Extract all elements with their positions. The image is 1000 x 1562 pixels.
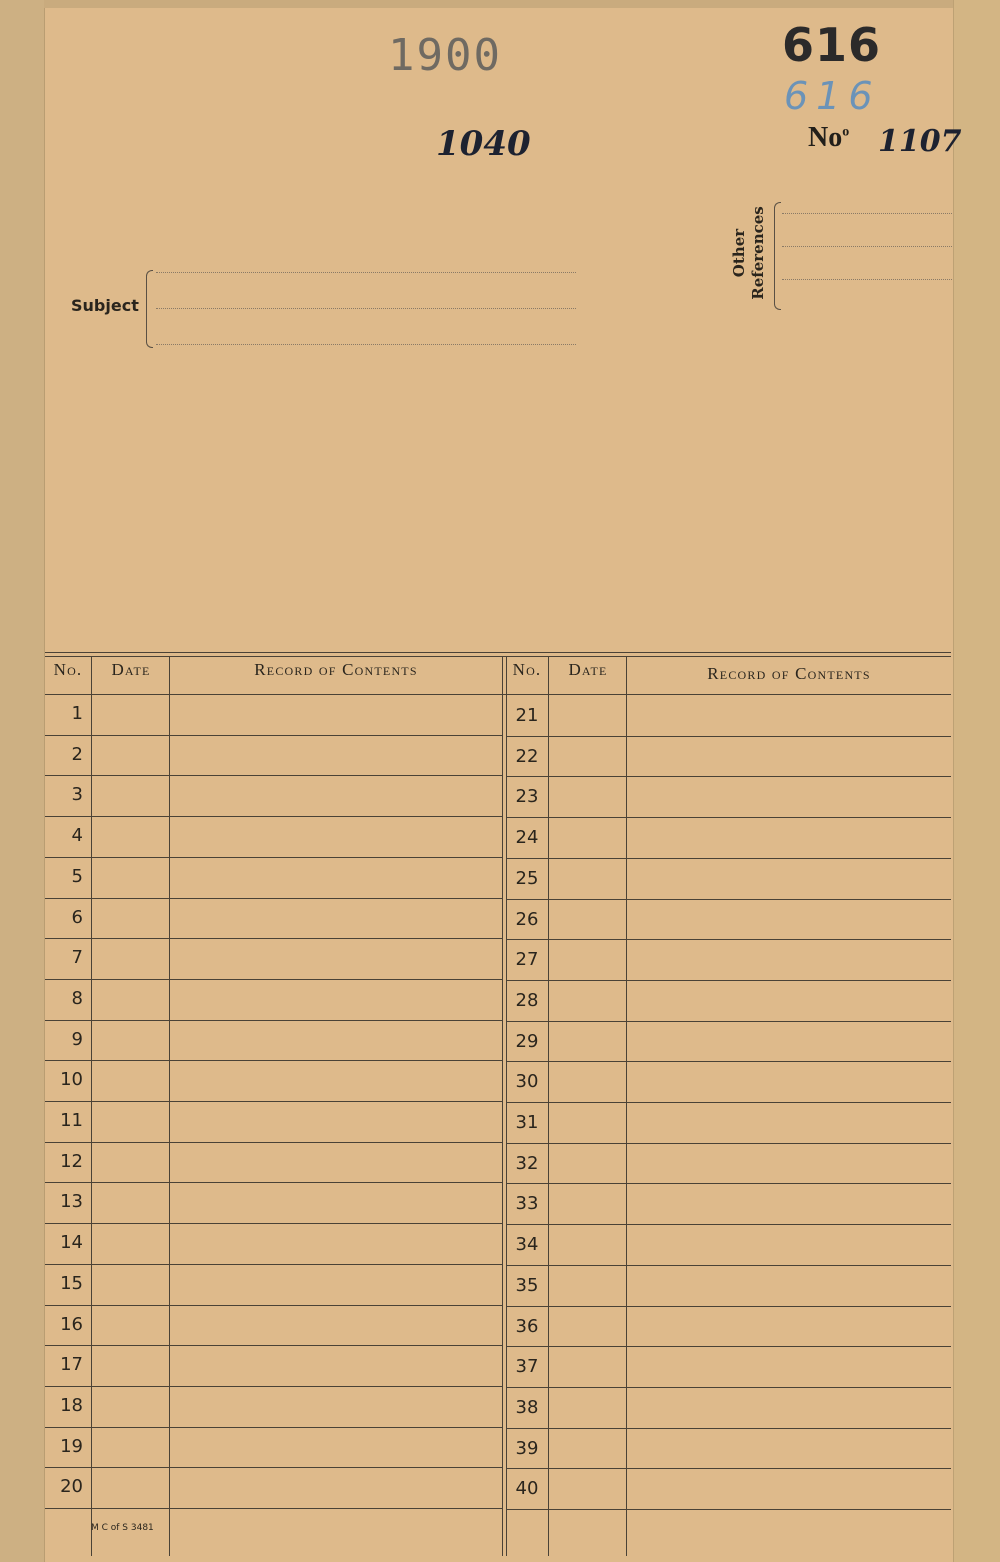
row-rule-right <box>506 817 951 818</box>
header-no-right: No. <box>512 660 542 679</box>
subject-brace <box>146 270 153 348</box>
row-number-left: 17 <box>60 1354 83 1376</box>
row-rule-right <box>506 1468 951 1469</box>
top-edge <box>44 0 954 8</box>
year-stamp: 1900 <box>388 30 502 81</box>
row-number-left: 1 <box>71 703 83 724</box>
subject-line-3 <box>156 344 576 345</box>
col-line-divider-left <box>502 656 503 1556</box>
row-rule-right <box>506 1387 951 1388</box>
subject-label: Subject <box>71 296 139 315</box>
row-number-left: 16 <box>60 1313 83 1335</box>
header-date-right: Date <box>568 660 608 679</box>
row-number-left: 4 <box>71 825 83 847</box>
row-number-right: 22 <box>515 745 539 767</box>
other-ref-line-2 <box>782 246 952 247</box>
row-number-right: 34 <box>515 1234 539 1256</box>
subject-line-1 <box>156 272 576 273</box>
col-line-no-left <box>91 656 92 1556</box>
row-rule-right <box>506 980 951 981</box>
row-rule-right <box>506 1061 951 1062</box>
row-rule-right <box>506 1183 951 1184</box>
crossed-out-number: 1040 <box>436 124 531 164</box>
reference-stamp <box>782 18 881 72</box>
row-number-left: 3 <box>71 784 83 806</box>
row-number-right: 21 <box>515 705 539 726</box>
row-rule-left <box>45 1386 502 1387</box>
row-rule-right <box>506 736 951 737</box>
row-number-right: 38 <box>515 1396 539 1418</box>
row-number-left: 8 <box>71 987 83 1009</box>
col-line-date-right <box>626 656 627 1556</box>
row-number-right: 25 <box>515 867 539 889</box>
row-rule-left <box>45 1264 502 1265</box>
row-rule-right <box>506 1102 951 1103</box>
row-rule-left <box>45 1467 502 1468</box>
row-number-left: 18 <box>60 1394 83 1416</box>
row-number-right: 36 <box>515 1315 539 1337</box>
row-rule-left <box>45 1305 502 1306</box>
row-number-left: 11 <box>60 1110 83 1131</box>
row-rule-left <box>45 816 502 817</box>
header-no-left: No. <box>53 660 83 679</box>
row-rule-left <box>45 857 502 858</box>
row-number-left: 14 <box>60 1232 83 1254</box>
row-number-right: 24 <box>515 827 539 849</box>
folder-cover-page <box>45 8 953 1562</box>
row-rule-right <box>506 1306 951 1307</box>
row-number-right: 23 <box>515 786 539 808</box>
other-references-brace <box>774 202 781 310</box>
row-number-right: 37 <box>515 1356 539 1378</box>
row-number-left: 19 <box>60 1435 83 1457</box>
table-top-rule-double <box>45 656 951 657</box>
row-rule-right <box>506 1509 951 1510</box>
row-rule-left <box>45 1060 502 1061</box>
row-number-right: 30 <box>515 1071 539 1093</box>
other-ref-line-1 <box>782 213 952 214</box>
table-top-rule <box>45 652 951 653</box>
row-number-left: 12 <box>60 1150 83 1172</box>
row-rule-right <box>506 1143 951 1144</box>
row-rule-right <box>506 1224 951 1225</box>
left-binding-edge <box>0 0 45 1562</box>
other-ref-line-3 <box>782 279 952 280</box>
row-rule-left <box>45 979 502 980</box>
reference-stamp-text: 616 <box>782 18 882 72</box>
row-number-left: 6 <box>71 906 83 928</box>
other-references-label <box>730 198 768 308</box>
row-number-right: 28 <box>515 989 539 1011</box>
col-line-no-right <box>548 656 549 1556</box>
row-rule-left <box>45 1427 502 1428</box>
header-bottom-rule <box>45 694 951 695</box>
row-number-left: 15 <box>60 1272 83 1294</box>
row-number-right: 33 <box>515 1193 539 1215</box>
row-number-right: 27 <box>515 949 539 971</box>
row-rule-right <box>506 1428 951 1429</box>
row-rule-left <box>45 1223 502 1224</box>
form-code: M C of S 3481 <box>91 1523 154 1533</box>
row-rule-left <box>45 775 502 776</box>
row-number-right: 40 <box>515 1478 539 1500</box>
col-line-date-left <box>169 656 170 1556</box>
other-references-line2: References <box>749 206 767 300</box>
row-number-left: 10 <box>60 1069 83 1091</box>
header-record-right: Record of Contents <box>707 664 871 683</box>
row-rule-right <box>506 1021 951 1022</box>
row-rule-right <box>506 858 951 859</box>
row-number-right: 35 <box>515 1274 539 1296</box>
row-number-right: 29 <box>515 1030 539 1052</box>
other-references-line1: Other <box>730 228 748 278</box>
row-rule-left <box>45 1345 502 1346</box>
row-rule-right <box>506 899 951 900</box>
row-rule-left <box>45 1508 502 1509</box>
right-binding-edge <box>953 0 1000 1562</box>
row-rule-right <box>506 1346 951 1347</box>
row-number-left: 20 <box>60 1476 83 1498</box>
row-number-left: 7 <box>71 947 83 969</box>
row-rule-right <box>506 1265 951 1266</box>
row-rule-left <box>45 1101 502 1102</box>
row-number-right: 32 <box>515 1152 539 1174</box>
row-rule-left <box>45 1020 502 1021</box>
row-rule-right <box>506 776 951 777</box>
row-number-left: 9 <box>71 1028 83 1050</box>
number-value: 1107 <box>878 124 962 159</box>
row-rule-left <box>45 898 502 899</box>
row-rule-left <box>45 1142 502 1143</box>
row-number-left: 13 <box>60 1191 83 1213</box>
row-number-right: 26 <box>515 908 539 930</box>
number-label: No$^o$ <box>808 122 850 153</box>
header-record-left: Record of Contents <box>254 660 418 679</box>
row-rule-left <box>45 735 502 736</box>
row-rule-left <box>45 938 502 939</box>
row-number-left: 5 <box>71 865 83 887</box>
subject-line-2 <box>156 308 576 309</box>
row-number-right: 39 <box>515 1437 539 1459</box>
handwritten-reference: 616 <box>784 74 881 118</box>
header-date-left: Date <box>111 660 151 679</box>
row-number-left: 2 <box>71 743 83 765</box>
row-number-right: 31 <box>515 1112 539 1133</box>
row-rule-right <box>506 939 951 940</box>
row-rule-left <box>45 1182 502 1183</box>
